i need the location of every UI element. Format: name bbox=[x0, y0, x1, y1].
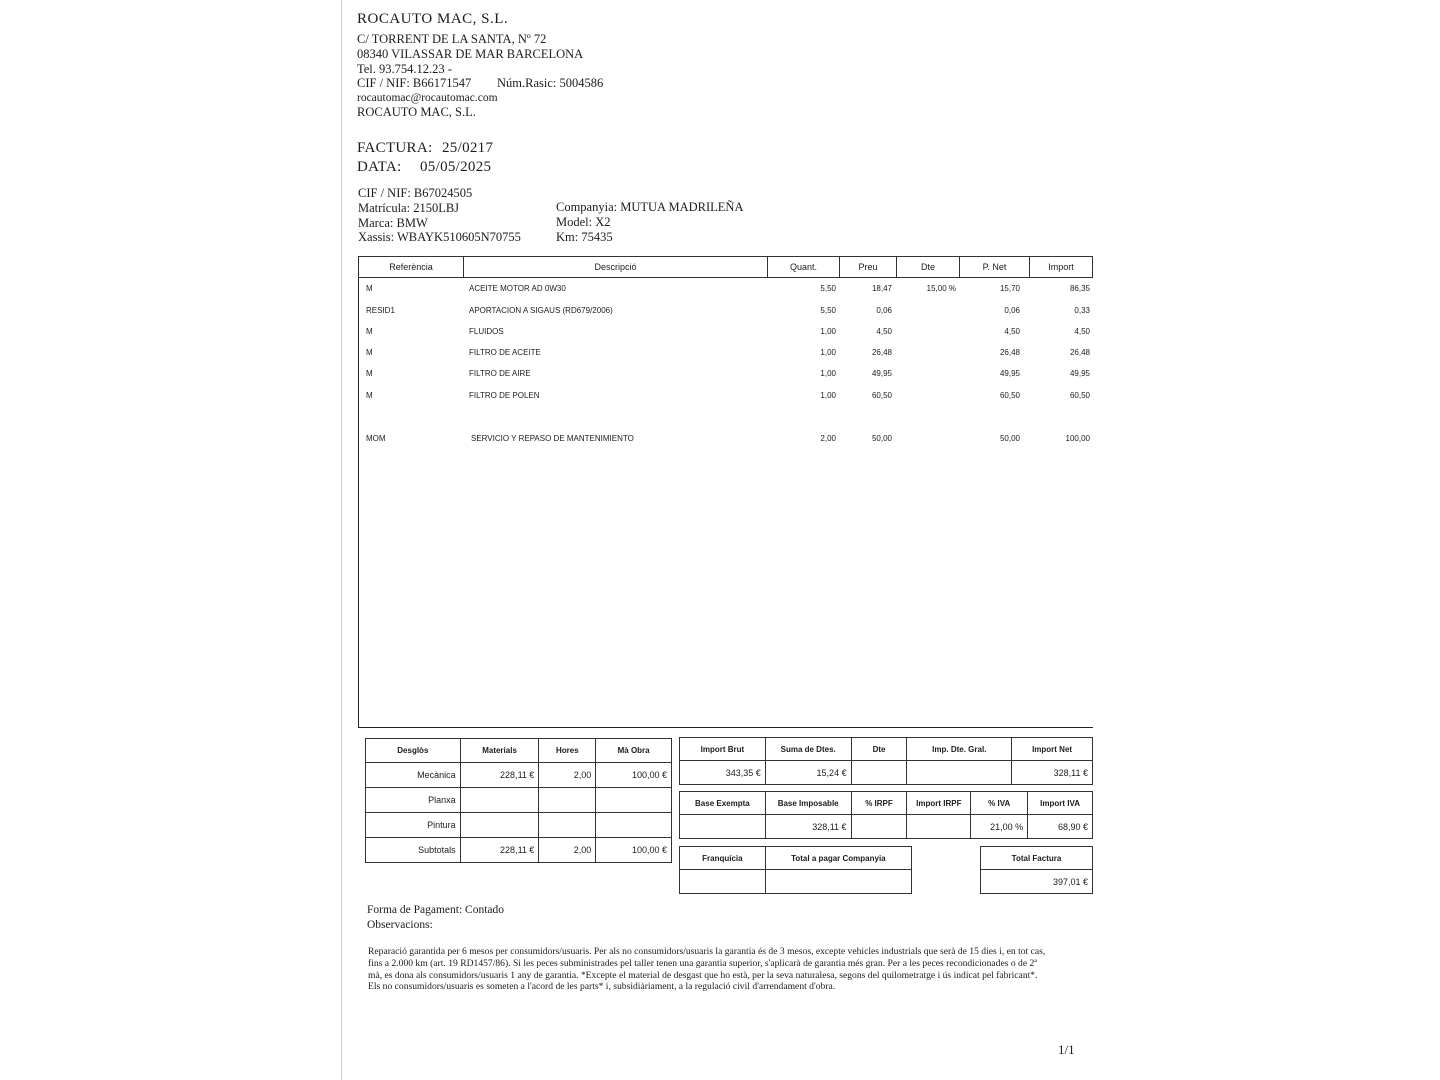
item-price: 18,47 bbox=[871, 284, 892, 293]
item-ref: RESID1 bbox=[366, 306, 395, 315]
item-price: 49,95 bbox=[871, 369, 892, 378]
item-import: 100,00 bbox=[1065, 434, 1090, 443]
totals-header: Dte bbox=[851, 738, 907, 761]
breakdown-ma-obra: 100,00 € bbox=[596, 763, 672, 788]
page-edge bbox=[341, 0, 342, 1080]
client-cif: CIF / NIF: B67024505 bbox=[358, 186, 473, 200]
breakdown-materials bbox=[460, 813, 539, 838]
totals-header: Import Net bbox=[1012, 738, 1093, 761]
data-label: DATA: bbox=[357, 159, 402, 175]
col-header-referencia: Referència bbox=[358, 256, 464, 278]
item-net: 49,95 bbox=[999, 369, 1020, 378]
totals-header: Import IVA bbox=[1028, 792, 1093, 815]
total-companyia-value bbox=[765, 870, 911, 894]
breakdown-header: Desglòs bbox=[366, 739, 461, 763]
totals-header: % IVA bbox=[971, 792, 1028, 815]
breakdown-materials: 228,11 € bbox=[460, 838, 539, 863]
item-desc: SERVICIO Y REPASO DE MANTENIMIENTO bbox=[471, 434, 634, 443]
table-row bbox=[366, 838, 672, 863]
item-net: 15,70 bbox=[999, 284, 1020, 293]
item-import: 4,50 bbox=[1074, 327, 1090, 336]
item-qty: 1,00 bbox=[820, 369, 836, 378]
percent-iva: 21,00 % bbox=[971, 815, 1028, 839]
breakdown-hores bbox=[539, 788, 596, 813]
breakdown-label: Planxa bbox=[366, 788, 461, 813]
item-import: 49,95 bbox=[1069, 369, 1090, 378]
dte-value bbox=[851, 761, 907, 785]
base-exempta bbox=[680, 815, 766, 839]
item-desc: APORTACION A SIGAUS (RD679/2006) bbox=[469, 306, 613, 315]
factura-label: FACTURA: bbox=[357, 140, 433, 156]
item-dte: 15,00 % bbox=[926, 284, 956, 293]
totals-header: Import Brut bbox=[680, 738, 766, 761]
item-net: 60,50 bbox=[999, 391, 1020, 400]
total-factura-table bbox=[980, 846, 1093, 894]
item-price: 50,00 bbox=[871, 434, 892, 443]
item-qty: 1,00 bbox=[820, 348, 836, 357]
item-net: 26,48 bbox=[999, 348, 1020, 357]
vehicle-matricula: Matrícula: 2150LBJ bbox=[358, 201, 460, 215]
breakdown-materials bbox=[460, 788, 539, 813]
col-header-pnet: P. Net bbox=[959, 256, 1030, 278]
col-header-dte: Dte bbox=[896, 256, 960, 278]
table-row bbox=[366, 813, 672, 838]
item-desc: FLUIDOS bbox=[469, 327, 504, 336]
item-ref: MOM bbox=[366, 434, 386, 443]
item-qty: 2,00 bbox=[820, 434, 836, 443]
item-net: 4,50 bbox=[1004, 327, 1020, 336]
import-irpf bbox=[907, 815, 971, 839]
item-price: 60,50 bbox=[871, 391, 892, 400]
col-header-import: Import bbox=[1029, 256, 1093, 278]
item-import: 26,48 bbox=[1069, 348, 1090, 357]
vehicle-model: Model: X2 bbox=[556, 215, 611, 229]
item-import: 60,50 bbox=[1069, 391, 1090, 400]
item-qty: 5,50 bbox=[820, 306, 836, 315]
breakdown-header: Hores bbox=[539, 739, 596, 763]
total-factura-value: 397,01 € bbox=[981, 870, 1093, 894]
item-ref: M bbox=[366, 391, 373, 400]
item-net: 0,06 bbox=[1004, 306, 1020, 315]
company-city: 08340 VILASSAR DE MAR BARCELONA bbox=[357, 47, 584, 61]
item-ref: M bbox=[366, 369, 373, 378]
breakdown-label: Mecànica bbox=[366, 763, 461, 788]
item-import: 0,33 bbox=[1074, 306, 1090, 315]
item-price: 0,06 bbox=[876, 306, 892, 315]
vehicle-companyia: Companyia: MUTUA MADRILEÑA bbox=[556, 200, 744, 214]
totals-table-1 bbox=[679, 737, 1093, 785]
breakdown-label: Pintura bbox=[366, 813, 461, 838]
totals-header: Import IRPF bbox=[907, 792, 971, 815]
totals-header: % IRPF bbox=[851, 792, 907, 815]
totals-header: Franquícia bbox=[680, 847, 766, 870]
company-email: rocautomac@rocautomac.com bbox=[357, 92, 498, 104]
base-imposable: 328,11 € bbox=[765, 815, 851, 839]
import-net: 328,11 € bbox=[1012, 761, 1093, 785]
item-ref: M bbox=[366, 348, 373, 357]
suma-dtes: 15,24 € bbox=[765, 761, 851, 785]
totals-header: Total a pagar Companyia bbox=[765, 847, 911, 870]
payment-method: Forma de Pagament: Contado bbox=[367, 904, 505, 916]
item-desc: FILTRO DE POLEN bbox=[469, 391, 540, 400]
breakdown-label: Subtotals bbox=[366, 838, 461, 863]
col-header-quant: Quant. bbox=[767, 256, 840, 278]
breakdown-header: Materials bbox=[460, 739, 539, 763]
company-name-bottom: ROCAUTO MAC, S.L. bbox=[357, 105, 476, 119]
vehicle-marca: Marca: BMW bbox=[358, 216, 428, 230]
observacions-label: Observacions: bbox=[367, 919, 433, 931]
table-row bbox=[680, 761, 1093, 785]
percent-irpf bbox=[851, 815, 907, 839]
legal-text: Reparació garantida per 6 mesos per consumidors/usuaris. Per als no consumidors/usuaris la garantia és de 3 mesos, excepte vehicles industrials que serà de 15 dies i, en tot cas, fins a 2.000 km (art. 19 RD1457/86). Si les peces subministrades pel taller tenen una garantia superior, s'aplicarà de garantia més gran. Per a les peces recondicionades o de 2ª mà, es dona als consumidors/usuaris 1 any de garantia. *Excepte el material de desgast que ho està, per la seva naturalesa, segons del quilometratge i ús indicat pel fabricant*. Els no consumidors/usuaris es someten a l'acord de les parts* i, subsidiàriament, a la regulació civil d'arrendament d'obra. bbox=[368, 946, 1046, 993]
item-ref: M bbox=[366, 284, 373, 293]
company-cif: CIF / NIF: B66171547 bbox=[357, 76, 472, 90]
item-qty: 5,50 bbox=[820, 284, 836, 293]
breakdown-hores bbox=[539, 813, 596, 838]
col-header-descripcio: Descripció bbox=[463, 256, 768, 278]
franquicia-value bbox=[680, 870, 766, 894]
page-number: 1/1 bbox=[1058, 1042, 1075, 1057]
table-row bbox=[680, 815, 1093, 839]
company-address: C/ TORRENT DE LA SANTA, Nº 72 bbox=[357, 32, 547, 46]
breakdown-table bbox=[365, 738, 672, 863]
breakdown-header: Mà Obra bbox=[596, 739, 672, 763]
import-brut: 343,35 € bbox=[680, 761, 766, 785]
vehicle-km: Km: 75435 bbox=[556, 230, 613, 244]
col-header-preu: Preu bbox=[839, 256, 897, 278]
totals-header: Imp. Dte. Gral. bbox=[907, 738, 1012, 761]
company-name-top: ROCAUTO MAC, S.L. bbox=[357, 11, 509, 27]
totals-header: Suma de Dtes. bbox=[765, 738, 851, 761]
totals-table-3 bbox=[679, 846, 912, 894]
table-row bbox=[680, 870, 912, 894]
factura-number: 25/0217 bbox=[442, 140, 494, 156]
item-desc: FILTRO DE AIRE bbox=[469, 369, 531, 378]
breakdown-ma-obra bbox=[596, 788, 672, 813]
total-factura-label: Total Factura bbox=[981, 847, 1093, 870]
totals-header: Base Exempta bbox=[680, 792, 766, 815]
breakdown-hores: 2,00 bbox=[539, 763, 596, 788]
item-qty: 1,00 bbox=[820, 327, 836, 336]
breakdown-ma-obra bbox=[596, 813, 672, 838]
item-desc: ACEITE MOTOR AD 0W30 bbox=[469, 284, 566, 293]
totals-table-2 bbox=[679, 791, 1093, 839]
company-rasic: Núm.Rasic: 5004586 bbox=[497, 76, 604, 90]
imp-dte-gral bbox=[907, 761, 1012, 785]
table-row bbox=[366, 763, 672, 788]
table-row bbox=[366, 788, 672, 813]
import-iva: 68,90 € bbox=[1028, 815, 1093, 839]
company-phone: Tel. 93.754.12.23 - bbox=[357, 62, 452, 76]
item-ref: M bbox=[366, 327, 373, 336]
item-import: 86,35 bbox=[1069, 284, 1090, 293]
item-price: 26,48 bbox=[871, 348, 892, 357]
breakdown-ma-obra: 100,00 € bbox=[596, 838, 672, 863]
item-qty: 1,00 bbox=[820, 391, 836, 400]
totals-header: Base Imposable bbox=[765, 792, 851, 815]
vehicle-xassis: Xassis: WBAYK510605N70755 bbox=[358, 230, 521, 244]
breakdown-hores: 2,00 bbox=[539, 838, 596, 863]
breakdown-materials: 228,11 € bbox=[460, 763, 539, 788]
item-price: 4,50 bbox=[876, 327, 892, 336]
item-desc: FILTRO DE ACEITE bbox=[469, 348, 541, 357]
invoice-date: 05/05/2025 bbox=[420, 159, 492, 175]
item-net: 50,00 bbox=[999, 434, 1020, 443]
